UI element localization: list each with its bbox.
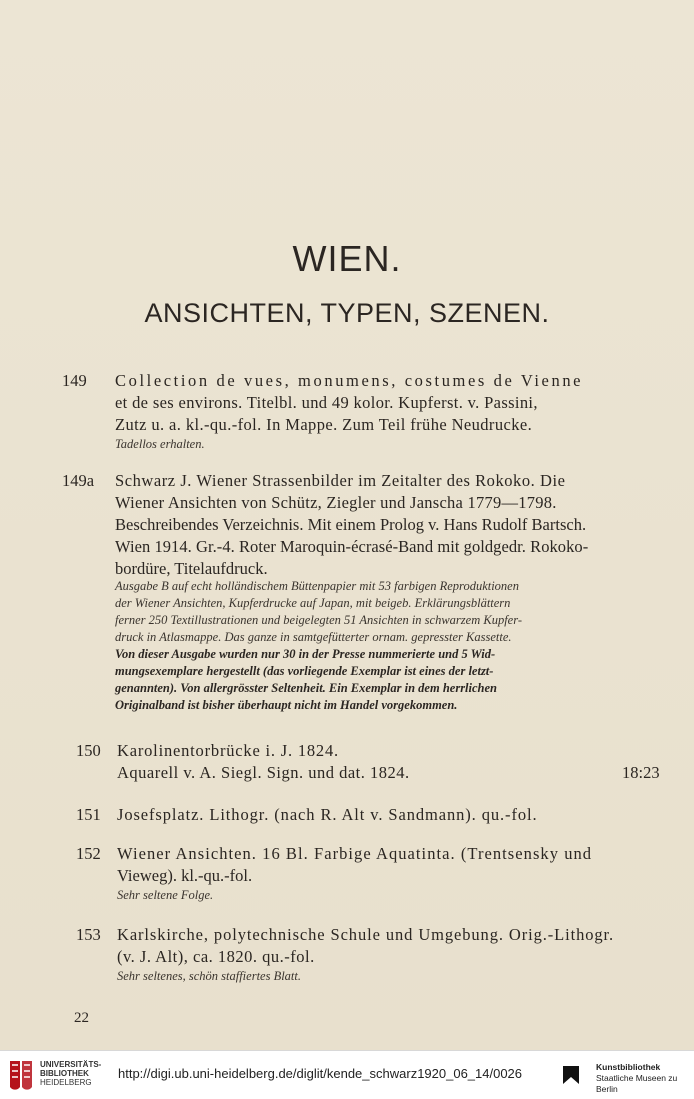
entry-text — [117, 740, 607, 784]
price: 18:23 — [622, 763, 660, 782]
page-number: 22 — [74, 1010, 89, 1026]
entry-text — [115, 370, 670, 436]
entry-number: 153 — [76, 925, 101, 944]
entry-line: Wien 1914. Gr.-4. Roter Maroquin-écrasé-Band mit goldgedr. Rokoko- — [115, 537, 589, 556]
entry-line: Schwarz J. Wiener Strassenbilder im Zeitalter des Rokoko. Die — [115, 471, 566, 490]
entry-note: Sehr seltene Folge. — [117, 888, 214, 902]
university-library-logo-icon — [6, 1057, 36, 1093]
note-line: ferner 250 Textillustrationen und beigelegten 51 Ansichten in schwarzem Kupfer- — [115, 613, 523, 627]
footer-bar — [0, 1050, 694, 1099]
entry-line: Beschreibendes Verzeichnis. Mit einem Prolog v. Hans Rudolf Bartsch. — [115, 515, 587, 534]
entry-line: Zutz u. a. kl.-qu.-fol. In Mappe. Zum Teil frühe Neudrucke. — [115, 415, 533, 434]
entry-note: Tadellos erhalten. — [115, 437, 205, 451]
kunstbibliothek-logo-icon — [561, 1064, 581, 1086]
entry-number: 149a — [62, 471, 95, 490]
note-line: Ausgabe B auf echt holländischem Büttenpapier mit 53 farbigen Reproduktionen — [115, 579, 519, 593]
entry-number: 149 — [62, 371, 87, 390]
entry-number: 152 — [76, 844, 101, 863]
page-subtitle: ANSICHTEN, TYPEN, SZENEN. — [144, 298, 550, 328]
note-line: der Wiener Ansichten, Kupferdrucke auf Japan, mit beigeb. Erklärungsblättern — [115, 596, 511, 610]
entry-note — [115, 578, 675, 646]
entry-line: Karlskirche, polytechnische Schule und Umgebung. Orig.-Lithogr. — [117, 925, 615, 944]
entry-text — [117, 843, 672, 887]
entry-note-emphasis — [115, 646, 675, 714]
entry-line: Vieweg). kl.-qu.-fol. — [117, 866, 253, 885]
entry-line: (v. J. Alt), ca. 1820. qu.-fol. — [117, 947, 315, 966]
library-name-line: HEIDELBERG — [40, 1078, 92, 1087]
entry-line: Aquarell v. A. Siegl. Sign. und dat. 1824. — [117, 763, 410, 782]
entry-line: Karolinentorbrücke i. J. 1824. — [117, 741, 339, 760]
entry-note: Sehr seltenes, schön staffiertes Blatt. — [117, 969, 302, 983]
entry-text — [117, 804, 657, 826]
entry-text — [115, 470, 670, 580]
partner-name-line: Staatliche Museen zu Berlin — [596, 1073, 678, 1094]
entry-line: Wiener Ansichten. 16 Bl. Farbige Aquatinta. (Trentsensky und — [117, 844, 593, 863]
partner-name-line: Kunstbibliothek — [596, 1062, 661, 1072]
entry-text — [117, 924, 672, 968]
partner-name — [596, 1062, 694, 1095]
permalink-url[interactable]: http://digi.ub.uni-heidelberg.de/diglit/kende_schwarz1920_06_14/0026 — [118, 1066, 523, 1081]
entry-line: Collection de vues, monumens, costumes de Vienne — [115, 371, 584, 390]
entry-line: et de ses environs. Titelbl. und 49 kolor. Kupferst. v. Passini, — [115, 393, 538, 412]
note-line: druck in Atlasmappe. Das ganze in samtgefütterter ornam. gepresster Kassette. — [115, 630, 512, 644]
entry-line: Wiener Ansichten von Schütz, Ziegler und Janscha 1779—1798. — [115, 493, 557, 512]
entry-number: 150 — [76, 741, 101, 760]
library-name-line: UNIVERSITÄTS- — [40, 1060, 102, 1069]
entry-line: Josefsplatz. Lithogr. (nach R. Alt v. Sandmann). qu.-fol. — [117, 805, 538, 824]
note-line: Von dieser Ausgabe wurden nur 30 in der Presse nummerierte und 5 Wid- — [115, 647, 496, 661]
entry-number: 151 — [76, 805, 101, 824]
page-title: WIEN. — [292, 238, 402, 279]
note-line: genannten). Von allergrösster Seltenheit. Ein Exemplar in dem herrlichen — [115, 681, 498, 695]
entry-line: bordüre, Titelaufdruck. — [115, 559, 268, 578]
note-line: Originalband ist bisher überhaupt nicht im Handel vorgekommen. — [115, 698, 458, 712]
university-library-name — [40, 1060, 101, 1087]
library-name-line: BIBLIOTHEK — [40, 1069, 89, 1078]
note-line: mungsexemplare hergestellt (das vorliegende Exemplar ist eines der letzt- — [115, 664, 494, 678]
